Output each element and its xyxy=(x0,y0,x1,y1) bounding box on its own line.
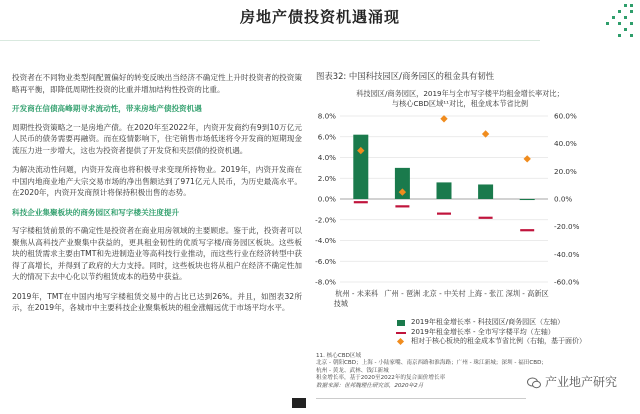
category-label: 杭州 - 未来科技城 xyxy=(333,289,379,308)
right-axis-tick-label: 40.0% xyxy=(554,139,577,149)
left-axis-tick-label: -6.0% xyxy=(315,256,336,266)
footer-divider xyxy=(316,398,526,399)
bar-park-growth xyxy=(478,184,493,199)
left-axis-tick-label: 8.0% xyxy=(317,111,336,121)
page-title: 房地产债投资机遇涌现 xyxy=(239,8,400,26)
page-marker-box xyxy=(292,398,306,408)
figure-subtitle-line1: 科技园区/商务园区，2019年与全市写字楼平均租金增长率对比； xyxy=(356,89,564,98)
paragraph-liquidity: 为解决流动性问题，内资开发商也将积极寻求变现所持物业。2019年，内资开发商在中国内地商业地产大宗交易市场的净出售额达到了971亿元人民币，为历史最高水平。在2020年，内资开发商预计将保持积极出售的态势。 xyxy=(12,165,302,197)
bar-park-growth xyxy=(520,199,535,200)
category-label: 广州 - 琶洲 xyxy=(384,289,421,298)
paragraph-cyclical: 周期性投资策略之一是房地产债。在2020年至2022年，内资开发商约有9到10万亿元人民币的债务需要再融资。而在疫情影响下，住宅销售市场低迷将令开发商的短期现金流压力进一步增大，这也为投资者提供了开发贷和夹层债的投资机遇。 xyxy=(12,122,302,155)
section-heading-developer-debt: 开发商在信债高峰期寻求流动性，带来房地产债投资机遇 xyxy=(12,104,202,113)
category-label: 北京 - 中关村 xyxy=(422,289,466,298)
dash-city-average xyxy=(354,201,368,203)
legend-swatch-red-line xyxy=(396,332,406,334)
left-axis-tick-label: -8.0% xyxy=(315,277,336,287)
title-divider xyxy=(0,40,540,41)
figure-caption: 图表32: 中国科技园区/商务园区的租金具有韧性 xyxy=(316,71,495,81)
paragraph-tmt-share: 2019年，TMT在中国内地写字楼租赁交易中的占比已达到26%。并且，如图表32所示，在2019年，各城市中主要科技企业聚集板块的租金涨幅远优于市场平均水平。 xyxy=(12,291,302,312)
right-axis-tick-label: -40.0% xyxy=(554,249,580,259)
section-heading-tech-parks: 科技企业集聚板块的商务园区和写字楼关注度提升 xyxy=(12,207,180,217)
category-label: 深圳 - 高新区 xyxy=(505,289,549,298)
decorative-dot-pattern xyxy=(590,0,636,44)
left-axis-tick-label: 4.0% xyxy=(317,153,336,162)
right-axis-tick-label: 60.0% xyxy=(554,111,577,121)
note-source: 数据来源：世邦魏理仕研究部，2020年2月 xyxy=(316,382,424,389)
body-text-column xyxy=(12,72,302,322)
right-axis-tick-label: -20.0% xyxy=(554,222,580,232)
chart-legend xyxy=(395,318,586,347)
note-line-4: 租金增长率，基于2020至2022年的复合面价增长率 xyxy=(316,375,446,382)
wechat-icon xyxy=(527,377,541,389)
dash-city-average xyxy=(479,217,493,219)
bar-park-growth xyxy=(353,135,368,199)
left-axis-tick-label: 0.0% xyxy=(317,194,336,204)
right-axis-tick-label: 20.0% xyxy=(554,166,577,176)
paragraph-office-uncertainty: 写字楼租赁前景的不确定性是投资者在商业用房领域的主要顾虑。鉴于此，投资者可以聚焦从高科技产业聚集中获益的，更具租金韧性的优质写字楼/商务园区板块。这些板块的租赁需求主要由TMT和先进制造业等高科技行业推动，而这些行业在经济转型中获得了高增长，并得到了政府的大力支持。同时，这些板块也将从租户在经济不确定性加大的情况下去中心化以节约租赁成本的趋势中获益。 xyxy=(12,226,302,281)
right-axis-tick-label: -60.0% xyxy=(554,277,580,287)
bar-park-growth xyxy=(437,182,452,199)
left-axis-tick-label: 2.0% xyxy=(317,173,336,183)
left-axis-tick-label: -4.0% xyxy=(315,236,336,245)
note-line-1: 11. 核心CBD区域 xyxy=(316,353,362,359)
legend-item-city-avg: 2019年租金增长率 - 全市写字楼平均（左轴） xyxy=(395,328,586,338)
legend-item-savings: 相对于核心板块的租金成本节省比例（右轴，基于面价） xyxy=(395,337,586,347)
left-axis-tick-label: -2.0% xyxy=(315,215,336,225)
paragraph-intro: 投资者在不同物业类型间配置偏好的转变反映出当经济不确定性上升时投资者的投资策略再平衡，即降低周期性投资的比重并增加结构性投资的比重。 xyxy=(12,73,302,94)
category-label: 上海 - 张江 xyxy=(467,289,504,298)
dash-city-average xyxy=(520,229,534,231)
figure-subtitle-line2: 与核心CBD区域¹¹对比，租金成本节省比例 xyxy=(391,99,529,108)
right-axis-tick-label: 0.0% xyxy=(554,194,573,204)
legend-swatch-diamond xyxy=(397,338,404,345)
dash-city-average xyxy=(437,213,451,215)
legend-swatch-bar xyxy=(397,320,405,326)
note-line-3: 杭州 - 黄龙、武林、钱江新城 xyxy=(316,367,389,374)
left-axis-tick-label: 6.0% xyxy=(317,132,336,142)
brand-watermark xyxy=(527,373,617,390)
rent-growth-chart xyxy=(300,106,600,318)
diamond-cost-saving xyxy=(524,155,531,162)
legend-item-park-growth: 2019年租金增长率 - 科技园区/商务园区（左轴） xyxy=(395,318,586,328)
note-line-2: 北京 - 朝阳CBD；上海 - 小陆家嘴、南京西路和淮海路；广州 - 珠江新城；深圳 - 福田CBD； xyxy=(316,360,547,367)
brand-name: 产业地产研究 xyxy=(545,375,618,389)
dash-city-average xyxy=(395,205,409,207)
